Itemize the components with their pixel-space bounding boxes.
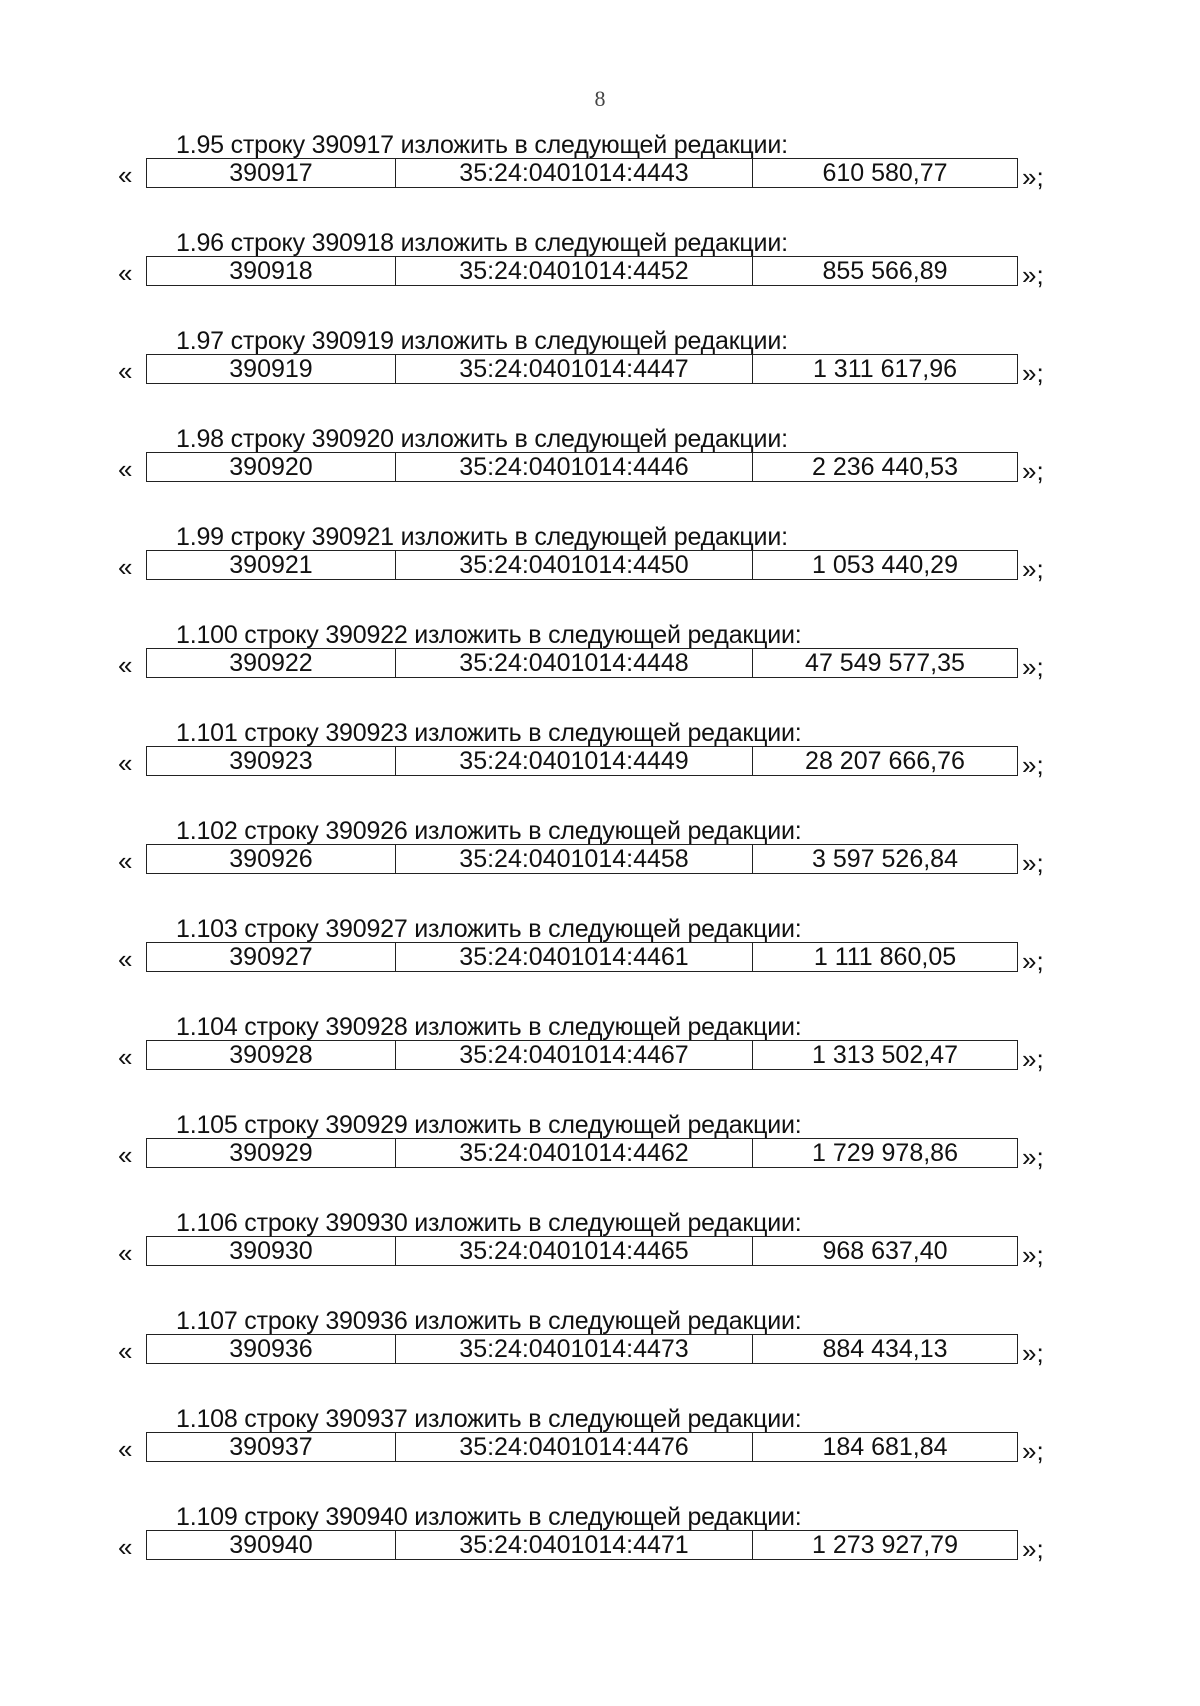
row-number-cell: 390937 — [147, 1433, 396, 1462]
value-cell: 184 681,84 — [753, 1433, 1018, 1462]
amendment-row-table — [146, 256, 1018, 286]
cadastral-number-cell: 35:24:0401014:4465 — [396, 1237, 753, 1266]
closing-quote: »; — [1022, 946, 1044, 976]
table-row — [147, 551, 1018, 580]
amendment-heading: 1.104 строку 390928 изложить в следующей редакции: — [176, 1013, 802, 1041]
amendment-row-table — [146, 844, 1018, 874]
row-number-cell: 390930 — [147, 1237, 396, 1266]
table-row — [147, 1335, 1018, 1364]
opening-quote: « — [118, 944, 133, 974]
amendment-heading: 1.106 строку 390930 изложить в следующей редакции: — [176, 1209, 802, 1237]
closing-quote: »; — [1022, 1044, 1044, 1074]
closing-quote: »; — [1022, 1338, 1044, 1368]
amendment-item — [0, 1204, 1200, 1302]
opening-quote: « — [118, 552, 133, 582]
row-number-cell: 390918 — [147, 257, 396, 286]
value-cell: 1 729 978,86 — [753, 1139, 1018, 1168]
amendment-row-table — [146, 1040, 1018, 1070]
closing-quote: »; — [1022, 358, 1044, 388]
closing-quote: »; — [1022, 1142, 1044, 1172]
opening-quote: « — [118, 1434, 133, 1464]
amendment-heading: 1.96 строку 390918 изложить в следующей редакции: — [176, 229, 788, 257]
row-number-cell: 390940 — [147, 1531, 396, 1560]
page-number: 8 — [594, 86, 606, 111]
table-row — [147, 943, 1018, 972]
amendment-item — [0, 1400, 1200, 1498]
table-row — [147, 453, 1018, 482]
table-row — [147, 257, 1018, 286]
cadastral-number-cell: 35:24:0401014:4447 — [396, 355, 753, 384]
amendment-item — [0, 1498, 1200, 1596]
opening-quote: « — [118, 160, 133, 190]
row-number-cell: 390936 — [147, 1335, 396, 1364]
value-cell: 3 597 526,84 — [753, 845, 1018, 874]
amendment-heading: 1.109 строку 390940 изложить в следующей редакции: — [176, 1503, 802, 1531]
opening-quote: « — [118, 454, 133, 484]
amendment-heading: 1.107 строку 390936 изложить в следующей редакции: — [176, 1307, 802, 1335]
amendment-row-table — [146, 452, 1018, 482]
closing-quote: »; — [1022, 1436, 1044, 1466]
amendment-item — [0, 420, 1200, 518]
amendment-heading: 1.103 строку 390927 изложить в следующей редакции: — [176, 915, 802, 943]
amendment-row-table — [146, 648, 1018, 678]
amendment-item — [0, 518, 1200, 616]
closing-quote: »; — [1022, 456, 1044, 486]
closing-quote: »; — [1022, 554, 1044, 584]
amendment-item — [0, 812, 1200, 910]
table-row — [147, 1139, 1018, 1168]
table-row — [147, 649, 1018, 678]
table-row — [147, 1433, 1018, 1462]
cadastral-number-cell: 35:24:0401014:4467 — [396, 1041, 753, 1070]
amendment-row-table — [146, 1530, 1018, 1560]
amendment-row-table — [146, 746, 1018, 776]
value-cell: 1 053 440,29 — [753, 551, 1018, 580]
amendment-row-table — [146, 158, 1018, 188]
amendment-row-table — [146, 550, 1018, 580]
amendment-row-table — [146, 1334, 1018, 1364]
cadastral-number-cell: 35:24:0401014:4458 — [396, 845, 753, 874]
closing-quote: »; — [1022, 162, 1044, 192]
value-cell: 968 637,40 — [753, 1237, 1018, 1266]
amendment-heading: 1.97 строку 390919 изложить в следующей редакции: — [176, 327, 788, 355]
closing-quote: »; — [1022, 652, 1044, 682]
row-number-cell: 390923 — [147, 747, 396, 776]
amendment-heading: 1.99 строку 390921 изложить в следующей редакции: — [176, 523, 788, 551]
closing-quote: »; — [1022, 260, 1044, 290]
opening-quote: « — [118, 1532, 133, 1562]
opening-quote: « — [118, 1336, 133, 1366]
amendment-item — [0, 616, 1200, 714]
row-number-cell: 390922 — [147, 649, 396, 678]
cadastral-number-cell: 35:24:0401014:4443 — [396, 159, 753, 188]
opening-quote: « — [118, 356, 133, 386]
value-cell: 884 434,13 — [753, 1335, 1018, 1364]
table-row — [147, 355, 1018, 384]
amendment-row-table — [146, 1432, 1018, 1462]
cadastral-number-cell: 35:24:0401014:4450 — [396, 551, 753, 580]
closing-quote: »; — [1022, 848, 1044, 878]
cadastral-number-cell: 35:24:0401014:4473 — [396, 1335, 753, 1364]
amendment-item — [0, 1302, 1200, 1400]
opening-quote: « — [118, 1042, 133, 1072]
cadastral-number-cell: 35:24:0401014:4449 — [396, 747, 753, 776]
row-number-cell: 390919 — [147, 355, 396, 384]
value-cell: 1 111 860,05 — [753, 943, 1018, 972]
value-cell: 28 207 666,76 — [753, 747, 1018, 776]
row-number-cell: 390921 — [147, 551, 396, 580]
cadastral-number-cell: 35:24:0401014:4462 — [396, 1139, 753, 1168]
amendment-row-table — [146, 354, 1018, 384]
cadastral-number-cell: 35:24:0401014:4452 — [396, 257, 753, 286]
amendment-row-table — [146, 1236, 1018, 1266]
table-row — [147, 845, 1018, 874]
amendment-item — [0, 224, 1200, 322]
table-row — [147, 1531, 1018, 1560]
cadastral-number-cell: 35:24:0401014:4461 — [396, 943, 753, 972]
amendment-item — [0, 322, 1200, 420]
closing-quote: »; — [1022, 1534, 1044, 1564]
row-number-cell: 390926 — [147, 845, 396, 874]
closing-quote: »; — [1022, 750, 1044, 780]
table-row — [147, 747, 1018, 776]
table-row — [147, 1041, 1018, 1070]
amendment-heading: 1.98 строку 390920 изложить в следующей редакции: — [176, 425, 788, 453]
value-cell: 47 549 577,35 — [753, 649, 1018, 678]
opening-quote: « — [118, 1238, 133, 1268]
amendment-heading: 1.100 строку 390922 изложить в следующей редакции: — [176, 621, 802, 649]
opening-quote: « — [118, 1140, 133, 1170]
row-number-cell: 390917 — [147, 159, 396, 188]
amendment-heading: 1.101 строку 390923 изложить в следующей редакции: — [176, 719, 802, 747]
opening-quote: « — [118, 748, 133, 778]
value-cell: 1 273 927,79 — [753, 1531, 1018, 1560]
opening-quote: « — [118, 846, 133, 876]
opening-quote: « — [118, 258, 133, 288]
amendment-item — [0, 1008, 1200, 1106]
amendment-heading: 1.105 строку 390929 изложить в следующей редакции: — [176, 1111, 802, 1139]
amendment-row-table — [146, 942, 1018, 972]
cadastral-number-cell: 35:24:0401014:4446 — [396, 453, 753, 482]
row-number-cell: 390928 — [147, 1041, 396, 1070]
row-number-cell: 390929 — [147, 1139, 396, 1168]
amendment-item — [0, 126, 1200, 224]
amendment-list — [0, 126, 1200, 1596]
cadastral-number-cell: 35:24:0401014:4476 — [396, 1433, 753, 1462]
amendment-heading: 1.102 строку 390926 изложить в следующей редакции: — [176, 817, 802, 845]
value-cell: 1 311 617,96 — [753, 355, 1018, 384]
amendment-heading: 1.108 строку 390937 изложить в следующей редакции: — [176, 1405, 802, 1433]
amendment-item — [0, 714, 1200, 812]
opening-quote: « — [118, 650, 133, 680]
row-number-cell: 390920 — [147, 453, 396, 482]
cadastral-number-cell: 35:24:0401014:4471 — [396, 1531, 753, 1560]
amendment-row-table — [146, 1138, 1018, 1168]
table-row — [147, 1237, 1018, 1266]
amendment-heading: 1.95 строку 390917 изложить в следующей редакции: — [176, 131, 788, 159]
row-number-cell: 390927 — [147, 943, 396, 972]
amendment-item — [0, 910, 1200, 1008]
closing-quote: »; — [1022, 1240, 1044, 1270]
value-cell: 1 313 502,47 — [753, 1041, 1018, 1070]
table-row — [147, 159, 1018, 188]
value-cell: 2 236 440,53 — [753, 453, 1018, 482]
cadastral-number-cell: 35:24:0401014:4448 — [396, 649, 753, 678]
value-cell: 855 566,89 — [753, 257, 1018, 286]
value-cell: 610 580,77 — [753, 159, 1018, 188]
amendment-item — [0, 1106, 1200, 1204]
